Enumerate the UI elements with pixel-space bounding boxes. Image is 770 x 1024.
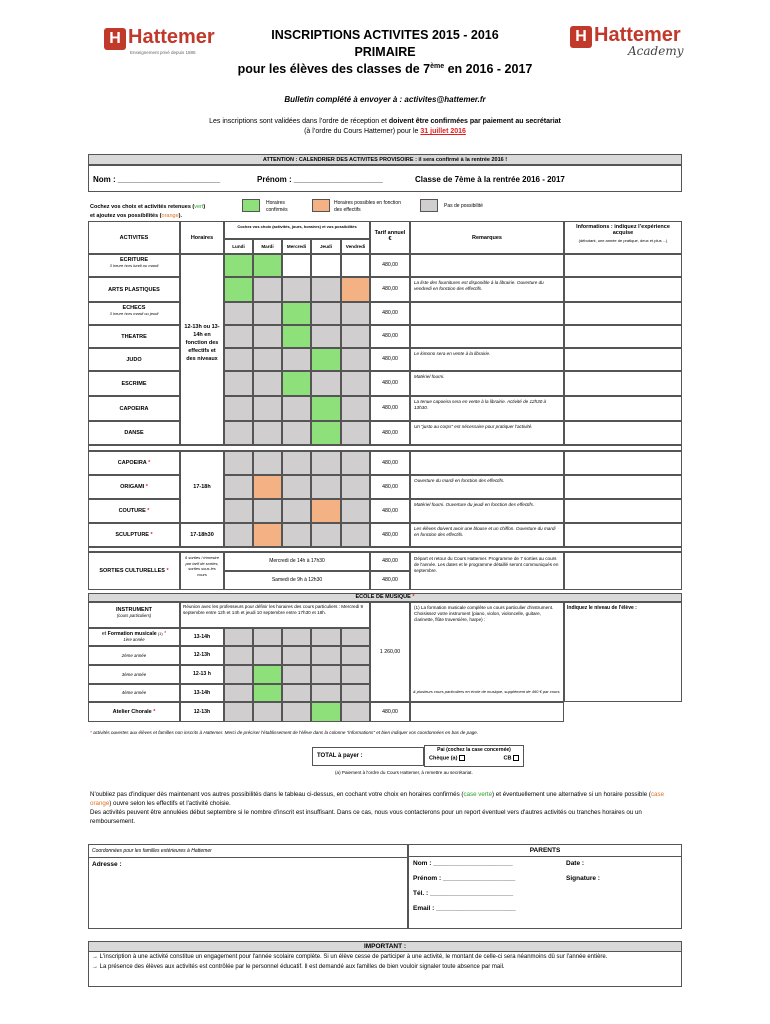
day-checkbox-mercredi[interactable] (282, 302, 311, 325)
activity-name (89, 381, 179, 387)
remark-cell: Ouverture du mardi en fonction des effectifs. (410, 475, 564, 499)
day-checkbox-mardi (253, 628, 282, 646)
activity-cell (88, 523, 180, 547)
coords-parents (408, 844, 682, 929)
required-star: * (164, 568, 169, 574)
day-checkbox-jeudi (311, 451, 341, 475)
day-checkbox-mercredi (282, 523, 311, 547)
instr-2a: et ajoutez vos possibilités ( (90, 213, 162, 219)
day-checkbox-mardi (253, 421, 282, 445)
nom-field[interactable]: Nom : _______________________ (93, 175, 221, 184)
day-checkbox-vendredi[interactable] (341, 254, 370, 277)
instr-2c: ). (178, 213, 183, 219)
formation-cell (88, 628, 180, 646)
col-head-informations-label: Informations : indiquez l’expérience acquise (576, 224, 670, 236)
activity-name-text: ECRITURE (119, 257, 149, 263)
day-checkbox-mardi (253, 277, 282, 302)
legend-grey-label: Pas de possibilité (444, 203, 483, 209)
legend-green-label: Horaires confirmés (266, 200, 288, 213)
day-checkbox-lundi (224, 475, 253, 499)
logo-mark: H (104, 28, 126, 50)
sorties-option-2[interactable]: Samedi de 9h à 12h30 (224, 571, 370, 590)
advice-1a: N'oubliez pas d'indiquer dès maintenant vos autres possibilités dans le tableau ci-dessus, en cochant votre choix en horaires confirmés ( (90, 791, 464, 798)
day-head-1: Mardi (253, 239, 282, 254)
col-head-horaires-label: Horaires (190, 235, 214, 241)
activity-name (89, 460, 179, 466)
advice-orange: case orange (90, 791, 665, 807)
payment-note: (a) Paiement à l'ordre du Cours Hattemer, à remettre au secrétariat. (335, 770, 473, 775)
chorale-cell (88, 702, 180, 722)
formation-note: (1) (156, 631, 163, 636)
activities-table (88, 221, 682, 722)
activity-name-text: ARTS PLASTIQUES (108, 286, 160, 293)
classe-label: Classe de 7ème à la rentrée 2016 - 2017 (415, 175, 565, 184)
price-cell: 480,00 (370, 348, 410, 371)
year-label: 2ème année (88, 646, 180, 665)
year-horaire: 13-14h (180, 684, 224, 702)
day-checkbox-lundi[interactable] (224, 277, 253, 302)
activity-cell (88, 302, 180, 325)
legend-orange-label: Horaires possibles en fonction des effectifs (334, 200, 401, 213)
validation-text (120, 117, 650, 137)
cb-label: CB (503, 755, 512, 762)
activity-name-text: CAPOEIRA (119, 405, 149, 412)
instrument-cell (88, 602, 180, 628)
info-input[interactable] (564, 254, 682, 277)
legend-green-swatch (242, 199, 260, 212)
day-checkbox-vendredi (341, 646, 370, 665)
parents-nom[interactable]: Nom : ______________________ (413, 860, 513, 867)
day-checkbox-mardi[interactable] (253, 475, 282, 499)
col-head-horaires (180, 221, 224, 254)
logo-academy: Academy (628, 44, 684, 58)
activity-cell (88, 396, 180, 421)
day-checkbox-mercredi (282, 451, 311, 475)
attention-bar: ATTENTION : CALENDRIER DES ACTIVITES PROVISOIRE : il sera confirmé à la rentrée 2016 ! (88, 154, 682, 165)
remark-cell: Les élèves doivent avoir une blouse et un chiffon. Ouverture du mardi en fonction des effectifs. (410, 523, 564, 547)
day-checkbox-jeudi (311, 475, 341, 499)
info-input[interactable] (564, 325, 682, 348)
advice-1e: ) ouvre selon les effectifs et l'activité choisie. (109, 800, 231, 807)
coords-adresse[interactable]: Adresse : (92, 861, 122, 868)
day-head-2: Mercredi (282, 239, 311, 254)
price-cell: 480,00 (370, 523, 410, 547)
day-checkbox-mercredi (282, 277, 311, 302)
advice-text (90, 790, 680, 826)
day-checkbox-mercredi (282, 646, 311, 665)
day-checkbox-jeudi (311, 325, 341, 348)
coords-external (88, 844, 408, 929)
payment-mode-label: Pai (cochez la case concernée) (437, 747, 511, 753)
day-checkbox-jeudi (311, 665, 341, 684)
payment-mode-box (424, 745, 524, 767)
day-checkbox-mercredi (282, 684, 311, 702)
advice-green: case verte (463, 791, 493, 798)
price-cell: 480,00 (370, 325, 410, 348)
day-checkbox-vendredi (341, 702, 370, 722)
remark-cell: Matériel fourni. (410, 371, 564, 396)
activity-name-text: ORIGAMI (120, 484, 145, 490)
info-input[interactable] (564, 396, 682, 421)
day-checkbox-vendredi (341, 421, 370, 445)
day-checkbox-vendredi (341, 628, 370, 646)
price-cell: 480,00 (370, 371, 410, 396)
activity-name-text: JUDO (126, 356, 142, 363)
info-input[interactable] (564, 348, 682, 371)
activity-sub: 3 heure hors mardi ou jeudi (109, 311, 159, 316)
day-checkbox-mardi (253, 646, 282, 665)
activity-name (89, 430, 179, 436)
instrument-desc: Réunion avec les professeurs pour définir les horaires des cours particuliers : Mercredi 9 septembre entre 12h et 14h et jeudi 10 septembre entre 17h30 et 18h. (180, 602, 370, 628)
activity-name (89, 484, 179, 490)
instructions (90, 203, 205, 221)
activity-name (89, 287, 179, 293)
validation-1b: doivent être confirmées par paiement au secrétariat (388, 118, 561, 125)
col-head-cochez (224, 221, 370, 239)
year-horaire: 12-13h (180, 646, 224, 665)
required-star: * (145, 508, 150, 514)
parents-title: PARENTS (409, 845, 681, 857)
year-horaire: 12-13 h (180, 665, 224, 684)
day-checkbox-lundi (224, 325, 253, 348)
day-checkbox-mercredi[interactable] (282, 325, 311, 348)
day-head-4: Vendredi (341, 239, 370, 254)
info-input[interactable] (564, 421, 682, 445)
col-head-cochez-label: Cochez vos choix (activités, jours, horaires) et vos possibilités (237, 224, 357, 229)
day-checkbox-mardi[interactable] (253, 523, 282, 547)
day-checkbox-mercredi (282, 396, 311, 421)
day-checkbox-mardi[interactable] (253, 254, 282, 277)
day-checkbox-vendredi[interactable] (341, 277, 370, 302)
payment-total-label: TOTAL à payer : (317, 753, 363, 759)
day-checkbox-vendredi (341, 348, 370, 371)
activity-name-text: DANSE (124, 430, 144, 436)
price-cell: 480,00 (370, 396, 410, 421)
remark-cell: Départ et retour du Cours Hattemer. Programme de 7 sorties au cours de l'année. Les dates et le programme détaillé seront communiqués en septembre. (410, 552, 564, 590)
day-checkbox-mercredi[interactable] (282, 254, 311, 277)
day-checkbox-vendredi (341, 371, 370, 396)
info-input[interactable] (564, 277, 682, 302)
remark-cell (410, 702, 564, 722)
sorties-option-1[interactable]: Mercredi de 14h à 17h30 (224, 552, 370, 571)
day-checkbox-mardi (253, 396, 282, 421)
day-checkbox-jeudi (311, 302, 341, 325)
activity-cell (88, 371, 180, 396)
day-checkbox-mercredi (282, 475, 311, 499)
formation-label: Formation musicale (107, 631, 157, 637)
required-star: * (148, 532, 153, 538)
footnote (90, 730, 680, 735)
day-checkbox-jeudi[interactable] (311, 702, 341, 722)
footnote-text: activités ouvertes aux élèves et familles non inscrits à Hattemer. Merci de préciser l'établissement de l'élève dans la colonne "informations" et bien indiquer vos coordonnées en bas de page. (93, 730, 479, 735)
day-checkbox-lundi (224, 628, 253, 646)
day-checkbox-lundi (224, 396, 253, 421)
activity-name-text: COUTURE (118, 508, 146, 514)
cheque-checkbox[interactable] (459, 755, 465, 761)
day-checkbox-lundi (224, 665, 253, 684)
title-line-3a: pour les élèves des classes de 7 (237, 62, 431, 76)
page-title (200, 28, 570, 76)
info-input[interactable] (564, 523, 682, 547)
validation-deadline: 31 juillet 2016 (420, 128, 466, 135)
cb-option[interactable] (504, 755, 519, 761)
day-checkbox-vendredi (341, 302, 370, 325)
info-input[interactable] (564, 302, 682, 325)
activity-cell (88, 475, 180, 499)
cheque-option[interactable] (429, 755, 465, 761)
formation-prefix: et (101, 631, 108, 637)
day-checkbox-mercredi (282, 702, 311, 722)
activity-cell (88, 277, 180, 302)
sorties-desc: 6 sorties / trimestre par tarif de sorties, sorties sous les cours (180, 552, 224, 590)
day-checkbox-mardi (253, 499, 282, 523)
col-head-tarif-label: Tarif annuel € (374, 230, 406, 242)
remark-cell: La tenue capoeira sera en vente à la librairie. Activité de 12h30 à 13h30. (410, 396, 564, 421)
info-input[interactable] (564, 499, 682, 523)
advice-1c: ) et éventuellement une alternative si un horaire possible ( (492, 791, 651, 798)
sorties-name-cell (88, 552, 180, 590)
title-line-3 (200, 62, 570, 76)
title-line-3b: en 2016 - 2017 (444, 62, 533, 76)
day-checkbox-mercredi (282, 348, 311, 371)
evening-horaire-2: 17-18h30 (180, 523, 224, 547)
instr-1a: Cochez vos choix et activités retenues ( (90, 204, 195, 210)
required-star: * (162, 631, 167, 637)
day-checkbox-jeudi (311, 684, 341, 702)
title-line-2: PRIMAIRE (354, 45, 416, 59)
validation-2a: (à l’ordre du Cours Hattemer) pour le (304, 128, 421, 135)
year-label: 4ème année (88, 684, 180, 702)
day-checkbox-lundi (224, 421, 253, 445)
music-header (88, 593, 682, 602)
day-checkbox-mercredi (282, 665, 311, 684)
logo-brand: Hattemer (594, 24, 681, 46)
day-checkbox-jeudi (311, 628, 341, 646)
day-checkbox-vendredi (341, 451, 370, 475)
day-checkbox-jeudi[interactable] (311, 348, 341, 371)
day-checkbox-jeudi (311, 277, 341, 302)
cb-checkbox[interactable] (513, 755, 519, 761)
col-head-informations (564, 221, 682, 254)
bulletin-line: Bulletin complété à envoyer à : activites@hattemer.fr (284, 95, 486, 104)
activity-name-text: ECHECS (122, 305, 146, 311)
activity-cell (88, 325, 180, 348)
logo-tagline: Enseignement privé depuis 1885 (130, 50, 196, 55)
remark-cell: Matériel fourni. Ouverture du jeudi en fonction des effectifs. (410, 499, 564, 523)
prenom-field[interactable]: Prénom : ____________________ (257, 175, 383, 184)
activity-cell (88, 254, 180, 277)
important-title: IMPORTANT : (89, 942, 681, 952)
activity-name (89, 406, 179, 412)
col-head-remarques (410, 221, 564, 254)
day-checkbox-jeudi (311, 371, 341, 396)
day-checkbox-mardi[interactable] (253, 665, 282, 684)
activity-cell (88, 451, 180, 475)
important-box (88, 941, 682, 987)
activity-cell (88, 421, 180, 445)
logo-brand: Hattemer (128, 26, 215, 48)
day-checkbox-jeudi[interactable] (311, 254, 341, 277)
required-star: * (151, 709, 156, 715)
day-checkbox-mercredi (282, 499, 311, 523)
day-checkbox-lundi (224, 348, 253, 371)
sorties-name: SORTIES CULTURELLES (99, 568, 165, 574)
day-checkbox-mardi (253, 371, 282, 396)
remark-cell: Le kimono sera en vente à la librairie. (410, 348, 564, 371)
title-line-3-sup: ème (430, 62, 445, 70)
price-cell: 480,00 (370, 571, 410, 590)
day-checkbox-mercredi[interactable] (282, 371, 311, 396)
day-checkbox-mardi (253, 325, 282, 348)
day-checkbox-vendredi (341, 325, 370, 348)
day-checkbox-mardi (253, 302, 282, 325)
price-cell: 480,00 (370, 254, 410, 277)
activity-name-text: SCULPTURE (115, 532, 149, 538)
day-checkbox-jeudi[interactable] (311, 421, 341, 445)
activity-cell (88, 499, 180, 523)
evening-horaire-1: 17-18h (180, 451, 224, 523)
day-checkbox-vendredi (341, 475, 370, 499)
instr-orange: orange (161, 213, 179, 219)
day-checkbox-vendredi (341, 523, 370, 547)
price-cell: 480,00 (370, 552, 410, 571)
activity-sub: 3 heure hors lundi ou mardi (109, 263, 159, 268)
required-star: * (410, 594, 415, 600)
day-head-3: Jeudi (311, 239, 341, 254)
day-checkbox-lundi[interactable] (224, 254, 253, 277)
logo-mark: H (570, 26, 592, 48)
parents-signature[interactable]: Signature : (566, 875, 600, 882)
day-checkbox-mercredi (282, 628, 311, 646)
price-cell: 480,00 (370, 302, 410, 325)
activity-name-text: THEATRE (121, 333, 147, 340)
price-cell: 480,00 (370, 277, 410, 302)
instrument-remark: (1) La formation musicale complète un cours particulier d'instrument. Choisissez votre instrument (piano, violon, violoncelle, guitare, clarinette, flûte traversière, harpe) : (410, 602, 564, 702)
years-remark: & plusieurs cours particuliers en école de musique, supplément de 460 € par cours. (413, 689, 561, 694)
info-input[interactable] (564, 451, 682, 475)
day-checkbox-vendredi (341, 665, 370, 684)
midday-horaires: 12-13h ou 13-14h en fonction des effectifs et des niveaux (180, 254, 224, 445)
required-star: * (146, 460, 151, 466)
info-input[interactable] (564, 371, 682, 396)
price-cell: 480,00 (370, 475, 410, 499)
activity-name (89, 357, 179, 363)
legend-grey-swatch (420, 199, 438, 212)
music-price: 1 260,00 (370, 602, 410, 702)
col-head-activites-label: ACTIVITES (119, 235, 149, 241)
remark-cell (410, 325, 564, 348)
price-cell: 480,00 (370, 702, 410, 722)
payment-total-box (312, 747, 424, 766)
day-checkbox-jeudi[interactable] (311, 396, 341, 421)
chorale-label: Atelier Chorale (112, 709, 152, 715)
day-checkbox-jeudi (311, 523, 341, 547)
coords-title: Coordonnées pour les familles extérieures à Hattemer (89, 845, 407, 858)
day-checkbox-lundi (224, 302, 253, 325)
day-checkbox-jeudi[interactable] (311, 499, 341, 523)
col-head-informations-sub: (débutant, une année de pratique, deux et plus ...) (578, 238, 668, 243)
footnote-star: * (90, 730, 92, 735)
niveau-label: Indiquez le niveau de l'élève : (564, 602, 682, 702)
important-line-1: → L'inscription à une activité constitue un engagement pour l'année scolaire complète. Si un élève cesse de participer à une activité, le montant de celle-ci sera néanmoins dû sur l'année entière. (92, 954, 608, 960)
remark-cell: La liste des fournitures est disponible à la librairie. Ouverture du vendredi en fonction des effectifs. (410, 277, 564, 302)
parents-email[interactable]: Email : ______________________ (413, 905, 516, 912)
price-cell: 480,00 (370, 499, 410, 523)
price-cell: 480,00 (370, 421, 410, 445)
parents-tel[interactable]: Tél. : _______________________ (413, 890, 514, 897)
important-line-2: → La présence des élèves aux activités est contrôlée par le personnel éducatif. Il est demandé aux familles de bien vouloir signaler toute absence par mail. (92, 964, 505, 970)
day-checkbox-mercredi (282, 421, 311, 445)
cheque-label: Chèque (a) (429, 755, 458, 762)
required-star: * (144, 484, 148, 490)
legend-orange-swatch (312, 199, 330, 212)
day-checkbox-mardi (253, 702, 282, 722)
day-checkbox-lundi (224, 451, 253, 475)
remark-cell (410, 254, 564, 277)
activity-name-text: CAPOEIRA (117, 460, 147, 466)
chorale-horaire: 12-13h (180, 702, 224, 722)
remark-cell: Un "justo au corps" est nécessaire pour pratiquer l'activité. (410, 421, 564, 445)
info-input[interactable] (564, 475, 682, 499)
instr-vert: vert (194, 204, 204, 210)
validation-1a: Les inscriptions sont validées dans l’ordre de réception et (209, 118, 389, 125)
parents-prenom[interactable]: Prénom : ____________________ (413, 875, 516, 882)
year-label: 3ème année (88, 665, 180, 684)
day-checkbox-lundi (224, 684, 253, 702)
instrument-sub: (cours particuliers) (116, 613, 152, 618)
day-checkbox-lundi (224, 499, 253, 523)
identity-row (88, 165, 682, 192)
remark-cell (410, 302, 564, 325)
advice-2: Des activités peuvent être annulées début septembre si le nombre d'inscrit est insuffisant. Dans ce cas, nous vous contacterons pour un report éventuel vers d'autres activités ou tranches horaires ou un remboursement. (90, 809, 642, 825)
col-head-remarques-label: Remarques (472, 235, 502, 241)
logo-right (570, 24, 690, 60)
price-cell: 480,00 (370, 451, 410, 475)
day-checkbox-vendredi (341, 684, 370, 702)
activity-cell (88, 348, 180, 371)
activity-name (89, 532, 179, 538)
activity-name (89, 334, 179, 340)
year-horaire: 13-14h (180, 628, 224, 646)
day-checkbox-jeudi (311, 646, 341, 665)
day-checkbox-lundi (224, 702, 253, 722)
activity-name (89, 508, 179, 514)
info-input[interactable] (564, 552, 682, 590)
day-checkbox-lundi (224, 371, 253, 396)
col-head-activites (88, 221, 180, 254)
day-checkbox-mardi[interactable] (253, 684, 282, 702)
instr-1c: ) (203, 204, 206, 210)
activity-name-text: ESCRIME (121, 380, 147, 387)
col-head-tarif (370, 221, 410, 254)
day-head-0: Lundi (224, 239, 253, 254)
remark-cell (410, 451, 564, 475)
title-line-1: INSCRIPTIONS ACTIVITES 2015 - 2016 (271, 28, 499, 42)
day-checkbox-lundi (224, 646, 253, 665)
music-header-label: ECOLE DE MUSIQUE (355, 594, 411, 600)
instrument-label: INSTRUMENT (115, 607, 153, 613)
parents-date[interactable]: Date : (566, 860, 585, 867)
day-checkbox-vendredi (341, 499, 370, 523)
day-checkbox-vendredi (341, 396, 370, 421)
day-checkbox-mardi (253, 348, 282, 371)
day-checkbox-lundi (224, 523, 253, 547)
day-checkbox-mardi (253, 451, 282, 475)
year-label: 1ère année (123, 637, 145, 642)
